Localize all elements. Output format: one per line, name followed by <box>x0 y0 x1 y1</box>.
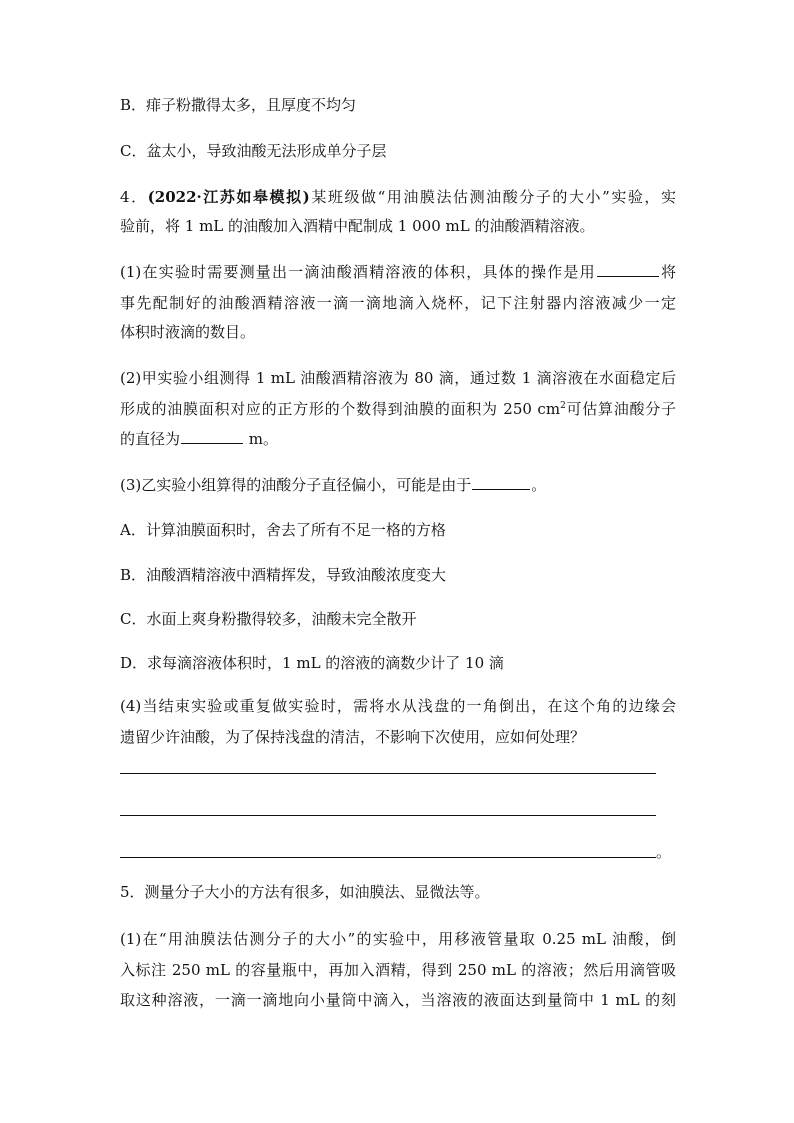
q4-part1-line-3: 体积时液滴的数目。 <box>120 323 256 341</box>
q4-stem-line-1 <box>120 187 676 207</box>
q4-part1-line-2: 事先配制好的油酸酒精溶液一滴一滴地滴入烧杯，记下注射器内溶液减少一定 <box>120 294 676 312</box>
q4-part2-line-1: (2)甲实验小组测得 1 mL 油酸酒精溶液为 80 滴，通过数 1 滴溶液在水面稳定后 <box>120 369 676 387</box>
q4-option-a: A．计算油膜面积时，舍去了所有不足一格的方格 <box>120 521 446 539</box>
q4-part3-text: (3)乙实验小组算得的油酸分子直径偏小，可能是由于 <box>120 476 472 494</box>
answer-line-3[interactable] <box>120 857 656 858</box>
q4-part2-line-3 <box>120 429 676 449</box>
q4-part2-text: 形成的油膜面积对应的正方形的个数得到油膜的面积为 250 cm <box>120 400 561 418</box>
q5-part1-line-3: 取这种溶液，一滴一滴地向小量筒中滴入，当溶液的液面达到量筒中 1 mL 的刻 <box>120 991 676 1009</box>
q3-option-b: B．痱子粉撒得太多，且厚度不均匀 <box>120 96 357 114</box>
q5-part1-line-1: (1)在“用油膜法估测分子的大小”的实验中，用移液管量取 0.25 mL 油酸，倒 <box>120 930 676 948</box>
answer-blank-1[interactable] <box>597 262 659 277</box>
q5-stem: 5．测量分子大小的方法有很多，如油膜法、显微法等。 <box>120 883 490 901</box>
q4-option-d: D．求每滴溶液体积时，1 mL 的溶液的滴数少计了 10 滴 <box>120 654 504 672</box>
q3-option-c: C．盆太小，导致油酸无法形成单分子层 <box>120 142 387 160</box>
q4-part1-line-1 <box>120 262 676 282</box>
q4-stem-line-2: 验前，将 1 mL 的油酸加入酒精中配制成 1 000 mL 的油酸酒精溶液。 <box>120 217 595 235</box>
q4-part1-text-end: 将 <box>659 263 676 281</box>
answer-blank-3[interactable] <box>472 475 530 490</box>
superscript: 2 <box>560 401 566 411</box>
answer-line-1[interactable] <box>120 773 656 774</box>
answer-end-period: 。 <box>656 843 672 861</box>
answer-blank-2[interactable] <box>181 429 243 444</box>
q4-part3-end: 。 <box>531 476 547 494</box>
q4-part3-line <box>120 475 676 495</box>
q4-part2-label: 的直径为 <box>120 430 181 448</box>
q4-part4-line-2: 遗留少许油酸，为了保持浅盘的清洁，不影响下次使用，应如何处理？ <box>120 728 586 746</box>
q4-option-b: B．油酸酒精溶液中酒精挥发，导致油酸浓度变大 <box>120 566 447 584</box>
q4-part2-line-2 <box>120 399 676 419</box>
q4-option-c: C．水面上爽身粉撒得较多，油酸未完全散开 <box>120 610 417 628</box>
q4-number: 4． <box>120 188 148 206</box>
q5-part1-line-2: 入标注 250 mL 的容量瓶中，再加入酒精，得到 250 mL 的溶液；然后用滴管吸 <box>120 961 676 979</box>
q4-part2-unit: m。 <box>244 430 279 448</box>
q4-stem-text: 某班级做“用油膜法估测油酸分子的大小”实验，实 <box>309 188 676 206</box>
q4-source: (2022·江苏如皋模拟) <box>147 188 310 206</box>
q4-part1-text: (1)在实验时需要测量出一滴油酸酒精溶液的体积，具体的操作是用 <box>120 263 596 281</box>
q4-part4-line-1: (4)当结束实验或重复做实验时，需将水从浅盘的一角倒出，在这个角的边缘会 <box>120 697 676 715</box>
q4-part2-text-end: 可估算油酸分子 <box>565 400 676 418</box>
answer-line-2[interactable] <box>120 815 656 816</box>
